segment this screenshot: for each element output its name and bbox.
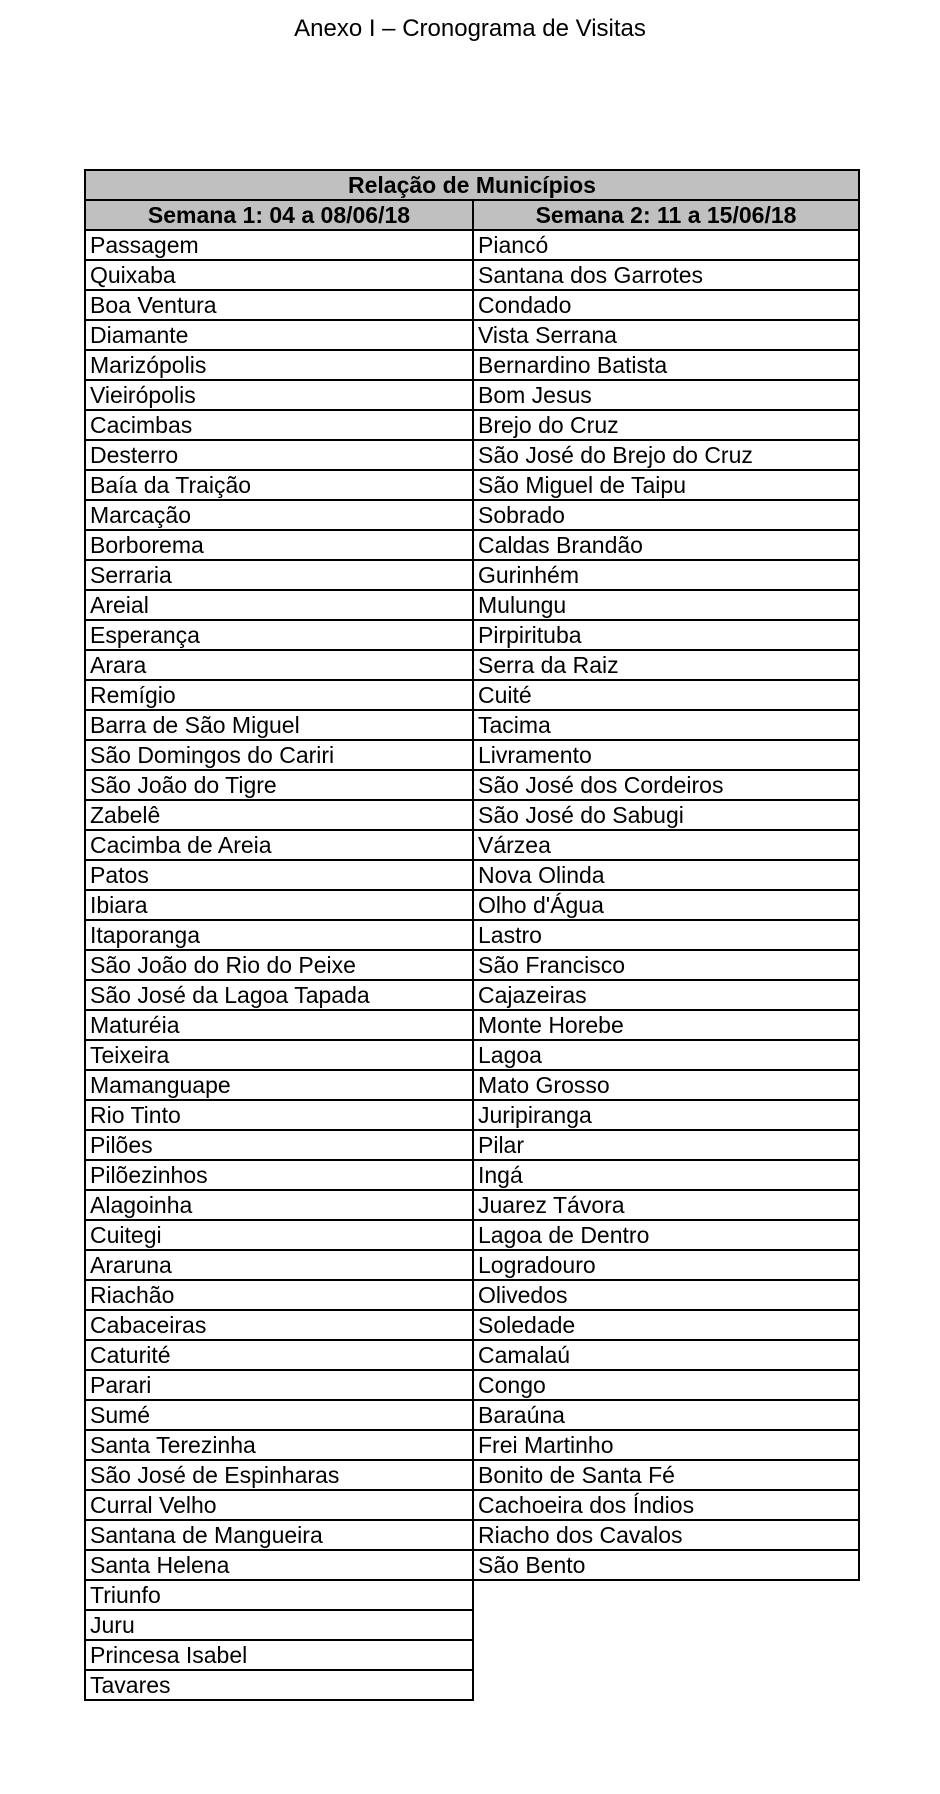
week2-municipality: São José do Sabugi: [473, 800, 859, 830]
week1-municipality: Mamanguape: [85, 1070, 473, 1100]
table-body: [85, 230, 859, 1700]
week1-municipality: Areial: [85, 590, 473, 620]
table-row: [85, 1070, 859, 1100]
table-row: [85, 980, 859, 1010]
week1-municipality: Triunfo: [85, 1580, 473, 1610]
week2-municipality: Bernardino Batista: [473, 350, 859, 380]
table-caption: Relação de Municípios: [85, 170, 859, 200]
week1-municipality: Araruna: [85, 1250, 473, 1280]
week1-municipality: Pilões: [85, 1130, 473, 1160]
week1-municipality: Curral Velho: [85, 1490, 473, 1520]
week2-municipality: Mato Grosso: [473, 1070, 859, 1100]
week2-municipality: Frei Martinho: [473, 1430, 859, 1460]
week1-municipality: Tavares: [85, 1670, 473, 1700]
table-row: [85, 500, 859, 530]
week1-municipality: Quixaba: [85, 260, 473, 290]
week1-municipality: São José de Espinharas: [85, 1460, 473, 1490]
week2-municipality: Vista Serrana: [473, 320, 859, 350]
week2-municipality: Brejo do Cruz: [473, 410, 859, 440]
week2-municipality: Pirpirituba: [473, 620, 859, 650]
week1-municipality: Remígio: [85, 680, 473, 710]
week1-municipality: São João do Tigre: [85, 770, 473, 800]
week1-municipality: Pilõezinhos: [85, 1160, 473, 1190]
week1-municipality: Rio Tinto: [85, 1100, 473, 1130]
table-row: [85, 1640, 859, 1670]
table-row: [85, 770, 859, 800]
table-row: [85, 1040, 859, 1070]
week2-municipality: Olivedos: [473, 1280, 859, 1310]
week1-header: Semana 1: 04 a 08/06/18: [85, 200, 473, 230]
week2-municipality: Juripiranga: [473, 1100, 859, 1130]
document-title: Anexo I – Cronograma de Visitas: [294, 15, 646, 42]
table-row: [85, 1310, 859, 1340]
week2-municipality: Serra da Raiz: [473, 650, 859, 680]
week1-municipality: Santa Terezinha: [85, 1430, 473, 1460]
week2-municipality: Ingá: [473, 1160, 859, 1190]
week2-municipality: Cuité: [473, 680, 859, 710]
week1-municipality: Cacimba de Areia: [85, 830, 473, 860]
week1-municipality: Arara: [85, 650, 473, 680]
week2-municipality: Olho d'Água: [473, 890, 859, 920]
table-row: [85, 620, 859, 650]
week2-municipality: Sobrado: [473, 500, 859, 530]
week1-municipality: Ibiara: [85, 890, 473, 920]
week1-municipality: Barra de São Miguel: [85, 710, 473, 740]
week1-municipality: Marizópolis: [85, 350, 473, 380]
table-row: [85, 260, 859, 290]
week2-municipality: São Francisco: [473, 950, 859, 980]
table-row: [85, 560, 859, 590]
table-row: [85, 860, 859, 890]
table-row: [85, 1460, 859, 1490]
week2-municipality: Logradouro: [473, 1250, 859, 1280]
week1-municipality: São Domingos do Cariri: [85, 740, 473, 770]
week2-municipality: Cachoeira dos Índios: [473, 1490, 859, 1520]
table-row: [85, 1580, 859, 1610]
week1-municipality: São José da Lagoa Tapada: [85, 980, 473, 1010]
empty-cell: [473, 1670, 859, 1700]
week2-municipality: Livramento: [473, 740, 859, 770]
table-row: [85, 1490, 859, 1520]
week1-municipality: Teixeira: [85, 1040, 473, 1070]
week1-municipality: Sumé: [85, 1400, 473, 1430]
week2-municipality: Bom Jesus: [473, 380, 859, 410]
table-row: [85, 1520, 859, 1550]
table-row: [85, 230, 859, 260]
week2-municipality: Santana dos Garrotes: [473, 260, 859, 290]
week2-municipality: Bonito de Santa Fé: [473, 1460, 859, 1490]
table-row: [85, 410, 859, 440]
week1-municipality: Borborema: [85, 530, 473, 560]
table-row: [85, 350, 859, 380]
table-row: [85, 1100, 859, 1130]
table-row: [85, 1340, 859, 1370]
table-row: [85, 470, 859, 500]
week2-municipality: Cajazeiras: [473, 980, 859, 1010]
table-row: [85, 1370, 859, 1400]
week2-municipality: Pilar: [473, 1130, 859, 1160]
caption-row: [85, 170, 859, 200]
week2-municipality: Lagoa de Dentro: [473, 1220, 859, 1250]
table-row: [85, 830, 859, 860]
table-row: [85, 1430, 859, 1460]
table-row: [85, 1550, 859, 1580]
week1-municipality: Riachão: [85, 1280, 473, 1310]
week2-municipality: Congo: [473, 1370, 859, 1400]
table-row: [85, 1250, 859, 1280]
week1-municipality: Maturéia: [85, 1010, 473, 1040]
week1-municipality: Princesa Isabel: [85, 1640, 473, 1670]
week1-municipality: Parari: [85, 1370, 473, 1400]
week2-municipality: Monte Horebe: [473, 1010, 859, 1040]
week1-municipality: Vieirópolis: [85, 380, 473, 410]
week2-municipality: Caldas Brandão: [473, 530, 859, 560]
table-row: [85, 680, 859, 710]
empty-cell: [473, 1640, 859, 1670]
table-row: [85, 1610, 859, 1640]
week2-municipality: Piancó: [473, 230, 859, 260]
week2-municipality: Condado: [473, 290, 859, 320]
week1-municipality: Alagoinha: [85, 1190, 473, 1220]
week2-municipality: Mulungu: [473, 590, 859, 620]
table-row: [85, 710, 859, 740]
week1-municipality: Zabelê: [85, 800, 473, 830]
table-row: [85, 1220, 859, 1250]
table-row: [85, 650, 859, 680]
week2-municipality: Lagoa: [473, 1040, 859, 1070]
table-row: [85, 1670, 859, 1700]
table-row: [85, 440, 859, 470]
empty-cell: [473, 1580, 859, 1610]
week2-municipality: São Bento: [473, 1550, 859, 1580]
week1-municipality: Esperança: [85, 620, 473, 650]
week2-municipality: Lastro: [473, 920, 859, 950]
week2-municipality: Juarez Távora: [473, 1190, 859, 1220]
week2-municipality: Gurinhém: [473, 560, 859, 590]
table-row: [85, 1130, 859, 1160]
week2-municipality: Várzea: [473, 830, 859, 860]
week1-municipality: Santa Helena: [85, 1550, 473, 1580]
week1-municipality: Cacimbas: [85, 410, 473, 440]
table-row: [85, 920, 859, 950]
table-row: [85, 320, 859, 350]
table-row: [85, 1010, 859, 1040]
week1-municipality: Cuitegi: [85, 1220, 473, 1250]
table-row: [85, 1190, 859, 1220]
week2-municipality: São José do Brejo do Cruz: [473, 440, 859, 470]
table-row: [85, 380, 859, 410]
table-row: [85, 950, 859, 980]
week2-municipality: Soledade: [473, 1310, 859, 1340]
week1-municipality: Desterro: [85, 440, 473, 470]
week1-municipality: Cabaceiras: [85, 1310, 473, 1340]
table-row: [85, 740, 859, 770]
week2-municipality: Tacima: [473, 710, 859, 740]
week1-municipality: Serraria: [85, 560, 473, 590]
week1-municipality: São João do Rio do Peixe: [85, 950, 473, 980]
table-row: [85, 590, 859, 620]
table-row: [85, 1160, 859, 1190]
week1-municipality: Boa Ventura: [85, 290, 473, 320]
week1-municipality: Passagem: [85, 230, 473, 260]
week1-municipality: Caturité: [85, 1340, 473, 1370]
table-row: [85, 530, 859, 560]
empty-cell: [473, 1610, 859, 1640]
municipalities-table: [84, 169, 860, 1701]
header-row: [85, 200, 859, 230]
table-row: [85, 800, 859, 830]
table-row: [85, 290, 859, 320]
week1-municipality: Diamante: [85, 320, 473, 350]
table-row: [85, 1280, 859, 1310]
week2-municipality: Nova Olinda: [473, 860, 859, 890]
week2-municipality: Baraúna: [473, 1400, 859, 1430]
week2-header: Semana 2: 11 a 15/06/18: [473, 200, 859, 230]
week1-municipality: Santana de Mangueira: [85, 1520, 473, 1550]
week1-municipality: Marcação: [85, 500, 473, 530]
week1-municipality: Itaporanga: [85, 920, 473, 950]
week2-municipality: Riacho dos Cavalos: [473, 1520, 859, 1550]
table-row: [85, 1400, 859, 1430]
week2-municipality: São José dos Cordeiros: [473, 770, 859, 800]
week1-municipality: Baía da Traição: [85, 470, 473, 500]
table-row: [85, 890, 859, 920]
week2-municipality: São Miguel de Taipu: [473, 470, 859, 500]
week1-municipality: Patos: [85, 860, 473, 890]
week2-municipality: Camalaú: [473, 1340, 859, 1370]
week1-municipality: Juru: [85, 1610, 473, 1640]
